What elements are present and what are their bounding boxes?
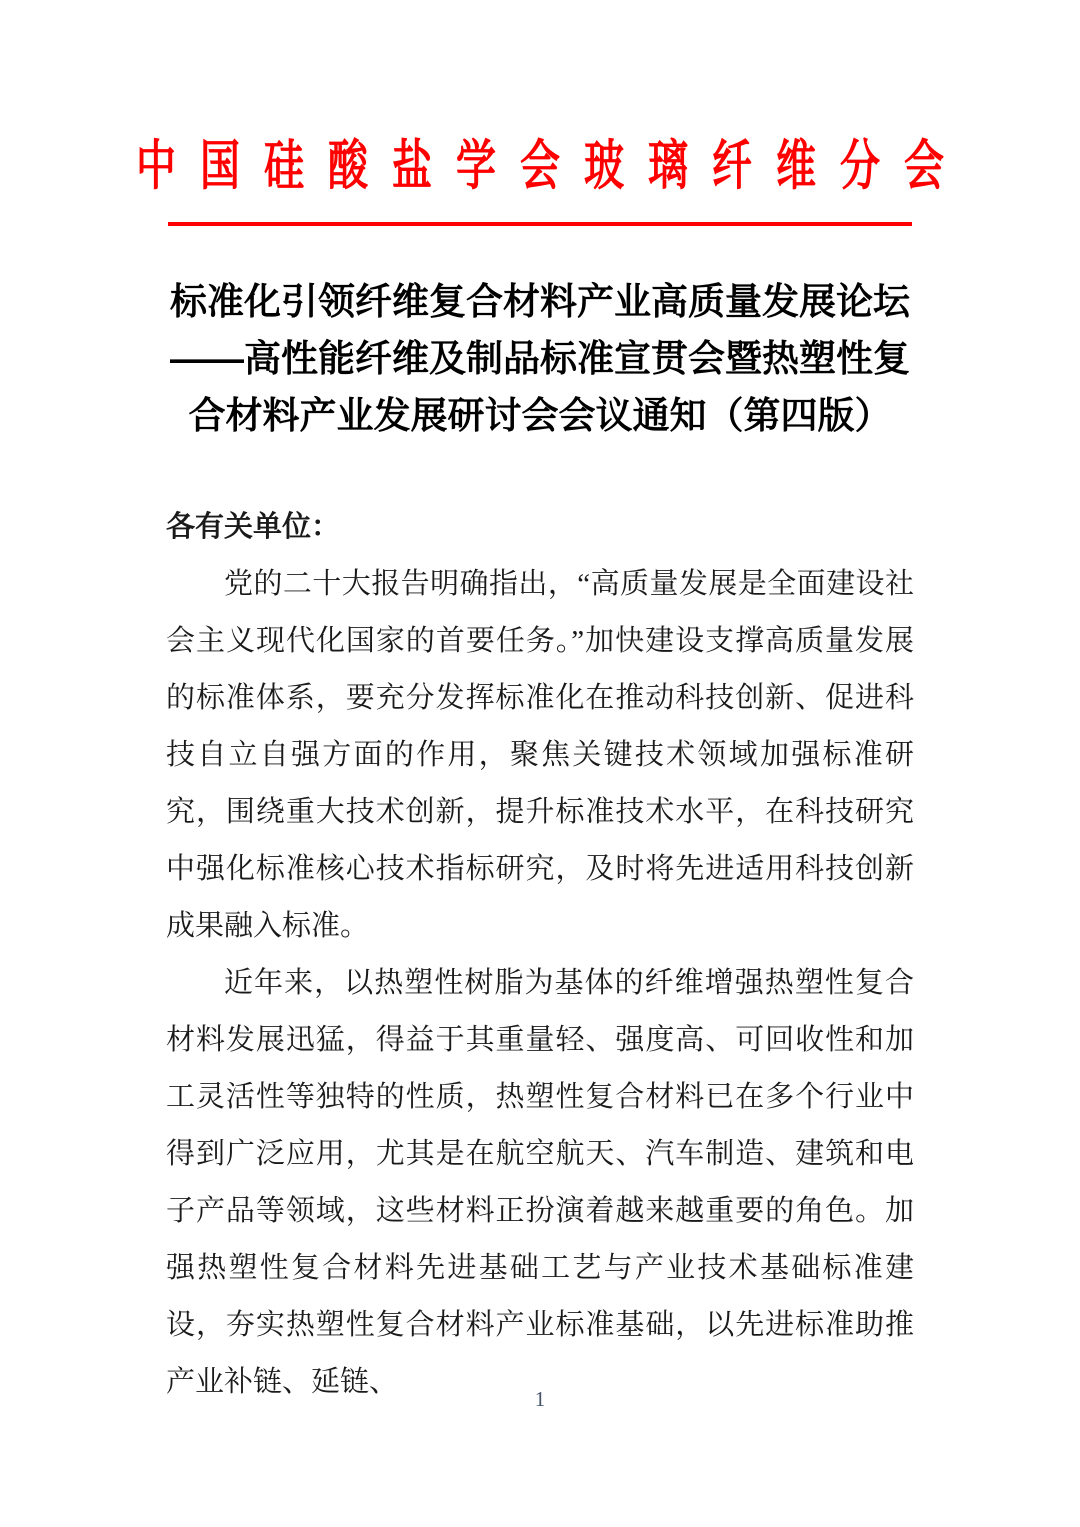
letterhead-divider — [168, 222, 912, 226]
letterhead-org-name: 中国硅酸盐学会玻璃纤维分会 — [136, 135, 968, 197]
page-number: 1 — [534, 1387, 546, 1411]
body-paragraph-1: 党的二十大报告明确指出，“高质量发展是全面建设社会主义现代化国家的首要任务。”加快建设支撑高质量发展的标准体系，要充分发挥标准化在推动科技创新、促进科技自立自强方面的作用，聚焦关键技术领域加强标准研究，围绕重大技术创新，提升标准技术水平，在科技研究中强化标准核心技术指标研究，及时将先进适用科技创新成果融入标准。 — [166, 568, 914, 942]
document-body — [0, 499, 1080, 1411]
document-title — [0, 273, 1080, 444]
body-paragraph-2: 近年来，以热塑性树脂为基体的纤维增强热塑性复合材料发展迅猛，得益于其重量轻、强度高、可回收性和加工灵活性等独特的性质，热塑性复合材料已在多个行业中得到广泛应用，尤其是在航空航天、汽车制造、建筑和电子产品等领域，这些材料正扮演着越来越重要的角色。加强热塑性复合材料先进基础工艺与产业技术基础标准建设，夯实热塑性复合材料产业标准基础，以先进标准助推产业补链、延链、 — [166, 967, 914, 1398]
salutation: 各有关单位： — [166, 511, 341, 543]
document-title-line-2: ——高性能纤维及制品标准宣贯会暨热塑性复 — [170, 338, 910, 379]
document-title-line-3: 合材料产业发展研讨会会议通知（第四版） — [188, 395, 892, 436]
document-title-line-1: 标准化引领纤维复合材料产业高质量发展论坛 — [170, 281, 910, 322]
